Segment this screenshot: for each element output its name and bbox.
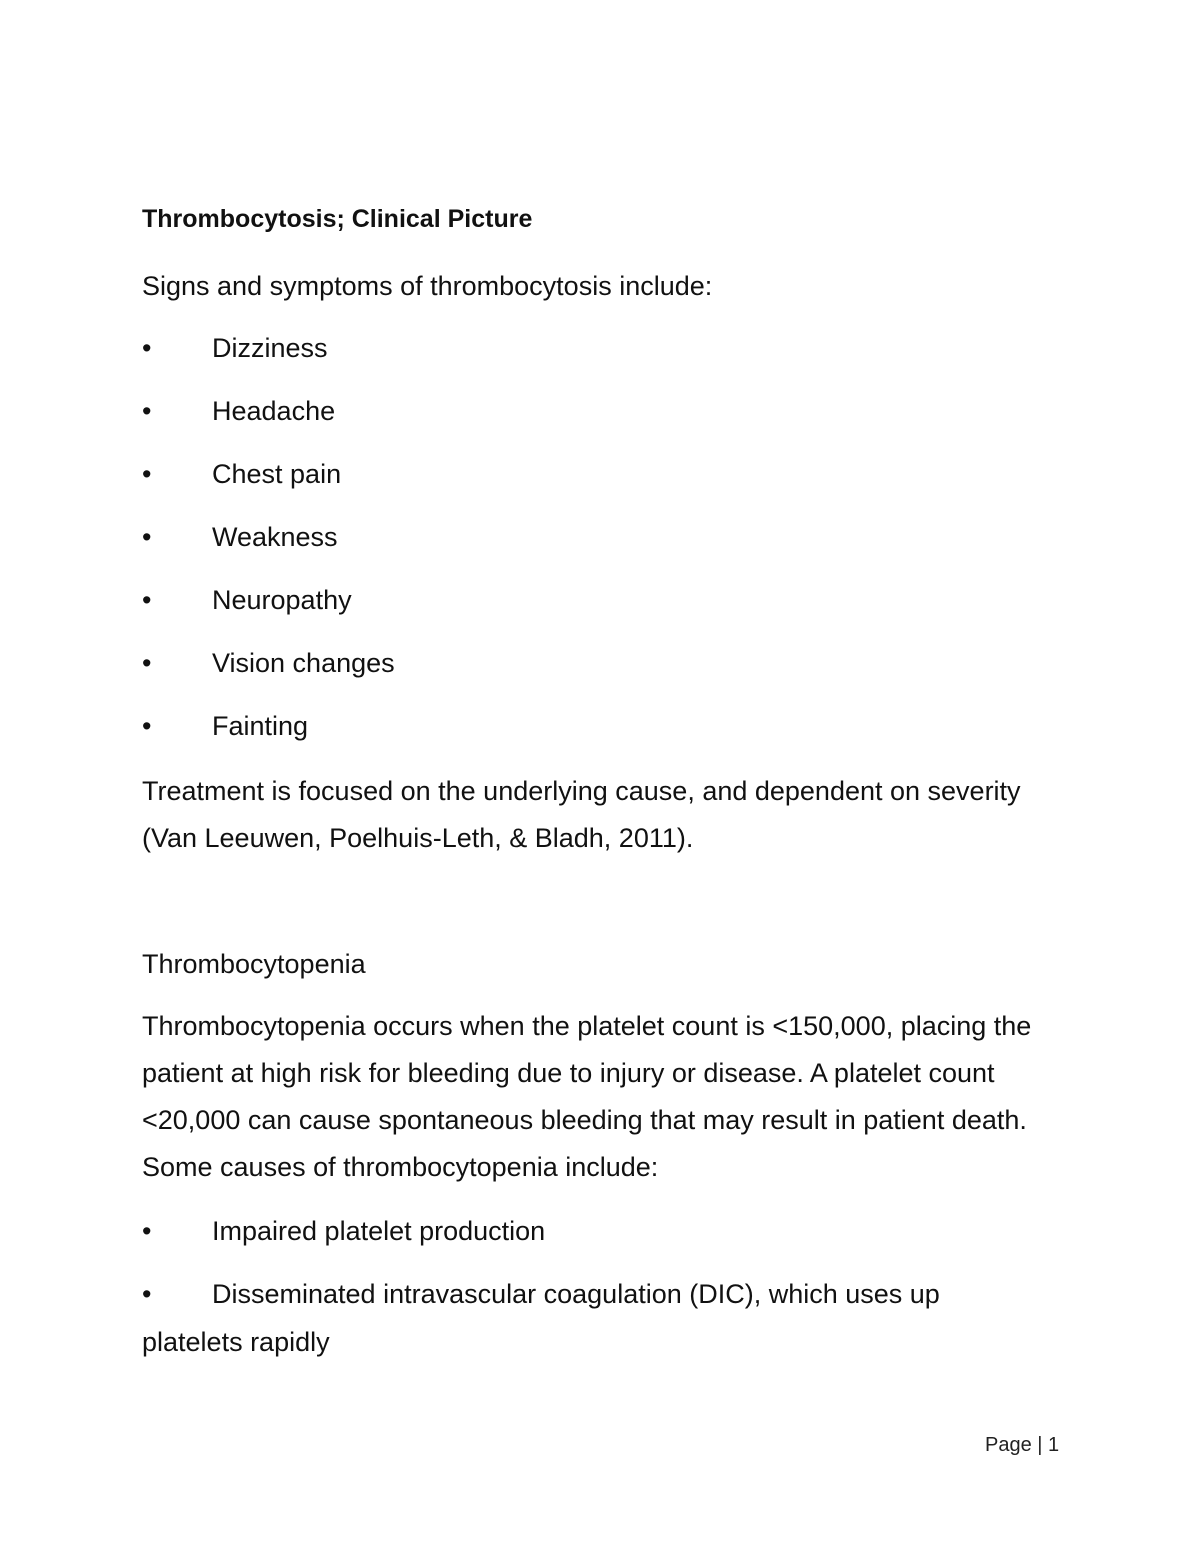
- intro-text: Signs and symptoms of thrombocytosis include:: [142, 271, 713, 301]
- page-number: Page | 1: [985, 1434, 1060, 1456]
- symptom-text: Vision changes: [212, 648, 395, 678]
- subheading: Thrombocytopenia: [142, 949, 366, 979]
- bullet-icon: •: [142, 585, 152, 615]
- symptom-text: Weakness: [212, 522, 338, 552]
- section-heading: Thrombocytosis; Clinical Picture: [142, 205, 533, 233]
- cause-continuation: platelets rapidly: [142, 1327, 330, 1357]
- bullet-icon: •: [142, 711, 152, 741]
- bullet-icon: •: [142, 1216, 152, 1246]
- paragraph-line: Thrombocytopenia occurs when the platelet count is <150,000, placing the: [142, 1011, 1032, 1041]
- bullet-icon: •: [142, 522, 152, 552]
- symptom-text: Neuropathy: [212, 585, 352, 615]
- treatment-text-line: Treatment is focused on the underlying cause, and dependent on severity: [142, 776, 1021, 806]
- bullet-icon: •: [142, 1279, 152, 1309]
- cause-text: Impaired platelet production: [212, 1216, 546, 1246]
- symptom-text: Dizziness: [212, 333, 328, 363]
- bullet-icon: •: [142, 459, 152, 489]
- paragraph-line: Some causes of thrombocytopenia include:: [142, 1152, 659, 1182]
- symptom-text: Headache: [212, 396, 336, 426]
- bullet-icon: •: [142, 396, 152, 426]
- treatment-citation-line: (Van Leeuwen, Poelhuis-Leth, & Bladh, 2011).: [142, 823, 694, 853]
- symptom-text: Fainting: [212, 711, 309, 741]
- paragraph-line: patient at high risk for bleeding due to injury or disease. A platelet count: [142, 1058, 995, 1088]
- bullet-icon: •: [142, 333, 152, 363]
- bullet-icon: •: [142, 648, 152, 678]
- cause-text: Disseminated intravascular coagulation (DIC), which uses up: [212, 1279, 940, 1309]
- symptom-text: Chest pain: [212, 459, 342, 489]
- paragraph-line: <20,000 can cause spontaneous bleeding that may result in patient death.: [142, 1105, 1027, 1135]
